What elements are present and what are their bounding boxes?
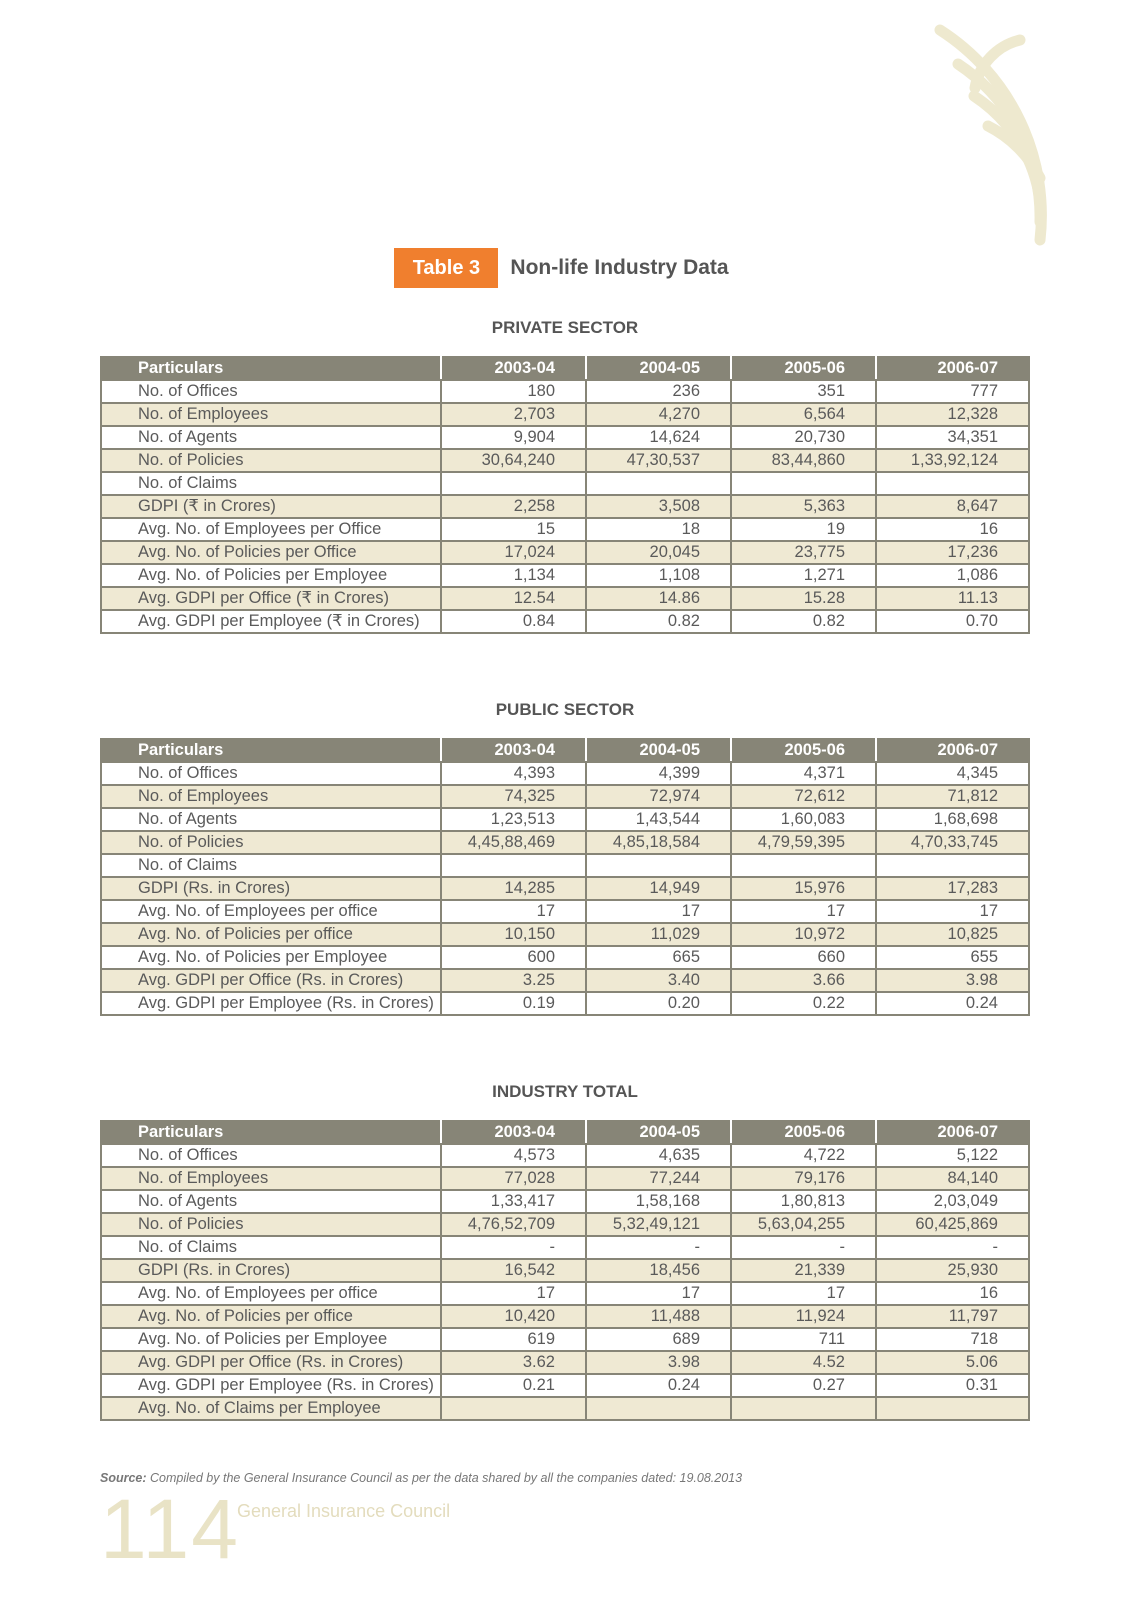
- cell-value: 34,351: [876, 426, 1029, 449]
- cell-value: 19: [731, 518, 876, 541]
- row-label: GDPI (₹ in Crores): [101, 495, 441, 518]
- cell-value: 17,024: [441, 541, 586, 564]
- cell-value: 71,812: [876, 785, 1029, 808]
- table-header-row: [101, 739, 1029, 762]
- cell-value: 5,122: [876, 1144, 1029, 1167]
- cell-value: 11,797: [876, 1305, 1029, 1328]
- row-label: No. of Policies: [101, 449, 441, 472]
- cell-value: 47,30,537: [586, 449, 731, 472]
- column-header-year: 2004-05: [586, 1121, 731, 1144]
- cell-value: 600: [441, 946, 586, 969]
- table-row: [101, 518, 1029, 541]
- row-label: Avg. GDPI per Office (₹ in Crores): [101, 587, 441, 610]
- table-number-tag: Table 3: [394, 248, 498, 288]
- cell-value: 711: [731, 1328, 876, 1351]
- row-label: Avg. No. of Employees per office: [101, 900, 441, 923]
- cell-value: 17: [441, 900, 586, 923]
- cell-value: 12.54: [441, 587, 586, 610]
- cell-value: 777: [876, 380, 1029, 403]
- table-row: [101, 946, 1029, 969]
- cell-value: 619: [441, 1328, 586, 1351]
- table-row: [101, 992, 1029, 1015]
- row-label: Avg. No. of Claims per Employee: [101, 1397, 441, 1420]
- cell-value: 15: [441, 518, 586, 541]
- table-row: [101, 587, 1029, 610]
- cell-value: 12,328: [876, 403, 1029, 426]
- row-label: Avg. No. of Policies per Employee: [101, 564, 441, 587]
- row-label: Avg. No. of Policies per Office: [101, 541, 441, 564]
- table-heading: [0, 248, 1139, 288]
- cell-value: 10,825: [876, 923, 1029, 946]
- row-label: No. of Employees: [101, 403, 441, 426]
- cell-value: 84,140: [876, 1167, 1029, 1190]
- cell-value: 18,456: [586, 1259, 731, 1282]
- row-label: No. of Agents: [101, 1190, 441, 1213]
- cell-value: 6,564: [731, 403, 876, 426]
- cell-value: -: [441, 1236, 586, 1259]
- cell-value: 4,635: [586, 1144, 731, 1167]
- page-number: 114: [100, 1482, 240, 1576]
- table-row: [101, 495, 1029, 518]
- cell-value: 718: [876, 1328, 1029, 1351]
- organization-name: General Insurance Council: [237, 1501, 451, 1521]
- cell-value: 5,63,04,255: [731, 1213, 876, 1236]
- cell-value: 1,33,417: [441, 1190, 586, 1213]
- cell-value: -: [586, 1236, 731, 1259]
- table-row: [101, 877, 1029, 900]
- cell-value: 14,624: [586, 426, 731, 449]
- cell-value: 4,393: [441, 762, 586, 785]
- cell-value: 4,345: [876, 762, 1029, 785]
- table-row: [101, 1213, 1029, 1236]
- cell-value: 11,488: [586, 1305, 731, 1328]
- table-row: [101, 1190, 1029, 1213]
- cell-value: 2,03,049: [876, 1190, 1029, 1213]
- cell-value: [586, 854, 731, 877]
- row-label: Avg. No. of Employees per office: [101, 1282, 441, 1305]
- cell-value: 2,258: [441, 495, 586, 518]
- cell-value: 16: [876, 518, 1029, 541]
- cell-value: 14,949: [586, 877, 731, 900]
- table-row: [101, 610, 1029, 633]
- private-sector-table: [100, 356, 1030, 634]
- cell-value: 17: [876, 900, 1029, 923]
- cell-value: 5.06: [876, 1351, 1029, 1374]
- cell-value: 11.13: [876, 587, 1029, 610]
- cell-value: 655: [876, 946, 1029, 969]
- cell-value: [876, 1397, 1029, 1420]
- cell-value: 10,150: [441, 923, 586, 946]
- column-header-particulars: Particulars: [101, 357, 441, 380]
- industry-total-table: [100, 1120, 1030, 1421]
- cell-value: 660: [731, 946, 876, 969]
- cell-value: 11,924: [731, 1305, 876, 1328]
- cell-value: 3,508: [586, 495, 731, 518]
- cell-value: 4,371: [731, 762, 876, 785]
- table-row: [101, 564, 1029, 587]
- table-row: [101, 1374, 1029, 1397]
- cell-value: 83,44,860: [731, 449, 876, 472]
- cell-value: [731, 1397, 876, 1420]
- table-row: [101, 762, 1029, 785]
- cell-value: 11,029: [586, 923, 731, 946]
- table-row: [101, 1351, 1029, 1374]
- column-header-year: 2003-04: [441, 1121, 586, 1144]
- cell-value: 77,244: [586, 1167, 731, 1190]
- table-row: [101, 380, 1029, 403]
- cell-value: 3.98: [586, 1351, 731, 1374]
- cell-value: 1,58,168: [586, 1190, 731, 1213]
- column-header-year: 2003-04: [441, 357, 586, 380]
- row-label: No. of Agents: [101, 808, 441, 831]
- section-title-public: PUBLIC SECTOR: [495, 700, 635, 719]
- cell-value: 17: [586, 1282, 731, 1305]
- cell-value: 17: [731, 1282, 876, 1305]
- cell-value: 16,542: [441, 1259, 586, 1282]
- table-row: [101, 900, 1029, 923]
- row-label: Avg. No. of Employees per Office: [101, 518, 441, 541]
- row-label: No. of Agents: [101, 426, 441, 449]
- table-header-row: [101, 357, 1029, 380]
- cell-value: 72,974: [586, 785, 731, 808]
- cell-value: 4,573: [441, 1144, 586, 1167]
- table-row: [101, 1167, 1029, 1190]
- cell-value: 1,80,813: [731, 1190, 876, 1213]
- cell-value: 0.84: [441, 610, 586, 633]
- table-row: [101, 831, 1029, 854]
- cell-value: 4.52: [731, 1351, 876, 1374]
- cell-value: 9,904: [441, 426, 586, 449]
- table-row: [101, 426, 1029, 449]
- table-row: [101, 1259, 1029, 1282]
- table-row: [101, 808, 1029, 831]
- table-row: [101, 1144, 1029, 1167]
- section-title-private: PRIVATE SECTOR: [491, 318, 639, 337]
- cell-value: 0.19: [441, 992, 586, 1015]
- cell-value: [731, 854, 876, 877]
- cell-value: 3.62: [441, 1351, 586, 1374]
- cell-value: 15.28: [731, 587, 876, 610]
- cell-value: [731, 472, 876, 495]
- column-header-year: 2005-06: [731, 357, 876, 380]
- cell-value: 17,236: [876, 541, 1029, 564]
- cell-value: 0.82: [586, 610, 731, 633]
- cell-value: 77,028: [441, 1167, 586, 1190]
- cell-value: 1,086: [876, 564, 1029, 587]
- column-header-year: 2004-05: [586, 357, 731, 380]
- cell-value: [441, 854, 586, 877]
- row-label: No. of Claims: [101, 472, 441, 495]
- column-header-particulars: Particulars: [101, 739, 441, 762]
- cell-value: 60,425,869: [876, 1213, 1029, 1236]
- cell-value: 23,775: [731, 541, 876, 564]
- table-row: [101, 969, 1029, 992]
- cell-value: 4,70,33,745: [876, 831, 1029, 854]
- cell-value: 3.40: [586, 969, 731, 992]
- cell-value: 8,647: [876, 495, 1029, 518]
- cell-value: 4,399: [586, 762, 731, 785]
- row-label: No. of Claims: [101, 854, 441, 877]
- cell-value: 14,285: [441, 877, 586, 900]
- cell-value: 0.70: [876, 610, 1029, 633]
- row-label: No. of Employees: [101, 785, 441, 808]
- section-title-industry: INDUSTRY TOTAL: [492, 1082, 638, 1101]
- cell-value: 0.31: [876, 1374, 1029, 1397]
- cell-value: 236: [586, 380, 731, 403]
- column-header-year: 2006-07: [876, 357, 1029, 380]
- table-row: [101, 1328, 1029, 1351]
- cell-value: 17: [441, 1282, 586, 1305]
- cell-value: 1,43,544: [586, 808, 731, 831]
- column-header-year: 2003-04: [441, 739, 586, 762]
- cell-value: 1,134: [441, 564, 586, 587]
- cell-value: 0.24: [876, 992, 1029, 1015]
- cell-value: 689: [586, 1328, 731, 1351]
- column-header-year: 2005-06: [731, 739, 876, 762]
- cell-value: 14.86: [586, 587, 731, 610]
- row-label: No. of Policies: [101, 1213, 441, 1236]
- table-row: [101, 1305, 1029, 1328]
- cell-value: 4,76,52,709: [441, 1213, 586, 1236]
- cell-value: 17: [586, 900, 731, 923]
- row-label: Avg. GDPI per Employee (₹ in Crores): [101, 610, 441, 633]
- cell-value: 15,976: [731, 877, 876, 900]
- cell-value: 1,23,513: [441, 808, 586, 831]
- row-label: Avg. No. of Policies per office: [101, 923, 441, 946]
- table-title: Non-life Industry Data: [510, 256, 729, 279]
- cell-value: 20,730: [731, 426, 876, 449]
- cell-value: 79,176: [731, 1167, 876, 1190]
- cell-value: 180: [441, 380, 586, 403]
- row-label: No. of Offices: [101, 762, 441, 785]
- cell-value: 17: [731, 900, 876, 923]
- table-header-row: [101, 1121, 1029, 1144]
- row-label: No. of Claims: [101, 1236, 441, 1259]
- column-header-particulars: Particulars: [101, 1121, 441, 1144]
- row-label: Avg. No. of Policies per Employee: [101, 946, 441, 969]
- cell-value: 4,722: [731, 1144, 876, 1167]
- table-row: [101, 785, 1029, 808]
- table-row: [101, 472, 1029, 495]
- cell-value: [586, 1397, 731, 1420]
- cell-value: 1,271: [731, 564, 876, 587]
- column-header-year: 2006-07: [876, 1121, 1029, 1144]
- cell-value: [876, 472, 1029, 495]
- row-label: Avg. No. of Policies per office: [101, 1305, 441, 1328]
- cell-value: 10,420: [441, 1305, 586, 1328]
- row-label: No. of Offices: [101, 1144, 441, 1167]
- cell-value: 1,68,698: [876, 808, 1029, 831]
- row-label: GDPI (Rs. in Crores): [101, 877, 441, 900]
- cell-value: 18: [586, 518, 731, 541]
- cell-value: 0.24: [586, 1374, 731, 1397]
- cell-value: 0.82: [731, 610, 876, 633]
- cell-value: 21,339: [731, 1259, 876, 1282]
- decorative-arcs: [0, 0, 1139, 260]
- cell-value: 3.66: [731, 969, 876, 992]
- cell-value: 17,283: [876, 877, 1029, 900]
- cell-value: 5,32,49,121: [586, 1213, 731, 1236]
- cell-value: 351: [731, 380, 876, 403]
- table-row: [101, 1282, 1029, 1305]
- cell-value: 10,972: [731, 923, 876, 946]
- row-label: Avg. GDPI per Employee (Rs. in Crores): [101, 992, 441, 1015]
- table-row: [101, 923, 1029, 946]
- cell-value: 1,108: [586, 564, 731, 587]
- cell-value: 665: [586, 946, 731, 969]
- cell-value: 0.20: [586, 992, 731, 1015]
- row-label: No. of Employees: [101, 1167, 441, 1190]
- cell-value: 4,270: [586, 403, 731, 426]
- cell-value: 4,85,18,584: [586, 831, 731, 854]
- cell-value: 74,325: [441, 785, 586, 808]
- cell-value: 2,703: [441, 403, 586, 426]
- table-row: [101, 1236, 1029, 1259]
- table-row: [101, 854, 1029, 877]
- cell-value: [441, 472, 586, 495]
- cell-value: 4,79,59,395: [731, 831, 876, 854]
- table-row: [101, 541, 1029, 564]
- row-label: Avg. GDPI per Office (Rs. in Crores): [101, 969, 441, 992]
- column-header-year: 2005-06: [731, 1121, 876, 1144]
- table-row: [101, 1397, 1029, 1420]
- row-label: Avg. GDPI per Employee (Rs. in Crores): [101, 1374, 441, 1397]
- row-label: Avg. GDPI per Office (Rs. in Crores): [101, 1351, 441, 1374]
- source-text: Compiled by the General Insurance Council as per the data shared by all the companies dated: 19.08.2013: [150, 1471, 743, 1485]
- row-label: No. of Offices: [101, 380, 441, 403]
- row-label: GDPI (Rs. in Crores): [101, 1259, 441, 1282]
- cell-value: 1,60,083: [731, 808, 876, 831]
- cell-value: 4,45,88,469: [441, 831, 586, 854]
- cell-value: 30,64,240: [441, 449, 586, 472]
- cell-value: 1,33,92,124: [876, 449, 1029, 472]
- cell-value: [876, 854, 1029, 877]
- row-label: Avg. No. of Policies per Employee: [101, 1328, 441, 1351]
- cell-value: 25,930: [876, 1259, 1029, 1282]
- cell-value: 0.27: [731, 1374, 876, 1397]
- cell-value: 3.98: [876, 969, 1029, 992]
- public-sector-table: [100, 738, 1030, 1016]
- column-header-year: 2006-07: [876, 739, 1029, 762]
- table-row: [101, 403, 1029, 426]
- cell-value: [586, 472, 731, 495]
- cell-value: [441, 1397, 586, 1420]
- cell-value: 0.22: [731, 992, 876, 1015]
- cell-value: 3.25: [441, 969, 586, 992]
- cell-value: 0.21: [441, 1374, 586, 1397]
- table-row: [101, 449, 1029, 472]
- cell-value: -: [876, 1236, 1029, 1259]
- column-header-year: 2004-05: [586, 739, 731, 762]
- cell-value: 16: [876, 1282, 1029, 1305]
- cell-value: 5,363: [731, 495, 876, 518]
- source-label: Source:: [100, 1471, 147, 1485]
- cell-value: 20,045: [586, 541, 731, 564]
- row-label: No. of Policies: [101, 831, 441, 854]
- cell-value: 72,612: [731, 785, 876, 808]
- cell-value: -: [731, 1236, 876, 1259]
